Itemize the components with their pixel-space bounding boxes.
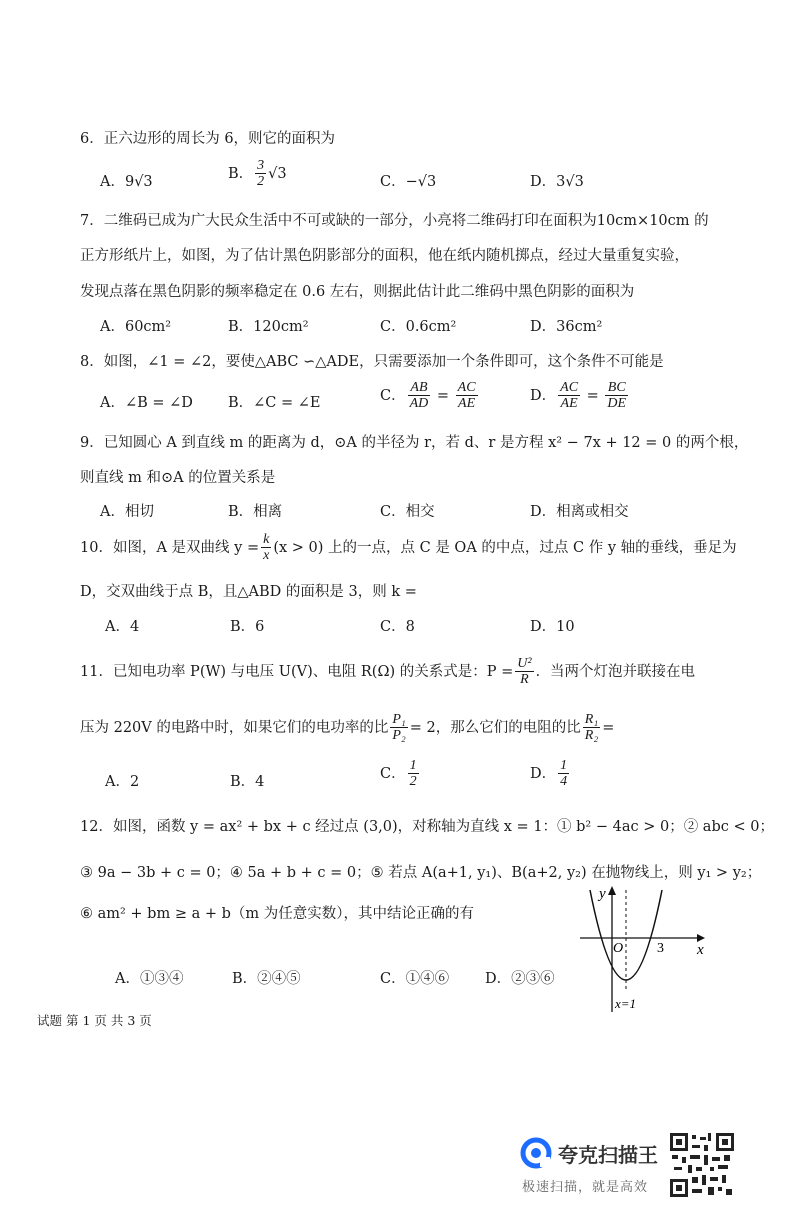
q11-option-c: C． $\frac{1}{2}$ (380, 758, 417, 790)
q12-line3: ⑥ am² + bm ≥ a + b（m 为任意实数），其中结论正确的有 (80, 906, 474, 922)
q11-option-b: B．4 (230, 774, 265, 790)
q11-line2: 压为 220V 的电路中时，如果它们的电功率的比 $\frac{\text{P₁}}{\text{P₂}}$ = 2，那么它们的电阻的比 $\frac{\text{R₁}}{\text{R₂}}$ = (80, 712, 615, 744)
y-axis-arrow (608, 886, 616, 895)
q7-line3: 发现点落在黑色阴影的频率稳定在 0.6 左右，则据此估计此二维码中黑色阴影的面积为 (80, 284, 635, 300)
q10-option-b: B．6 (230, 619, 265, 635)
qr-code-icon (670, 1133, 734, 1197)
q9-option-d: D．相离或相交 (530, 504, 629, 520)
q6-option-b-fraction: $\frac{3}{2}$ (257, 158, 265, 190)
q8-option-a: A．∠B = ∠D (100, 395, 193, 411)
q12-option-a: A．①③④ (115, 971, 184, 987)
root-label: 3 (657, 941, 664, 956)
q10-option-a: A．4 (105, 619, 140, 635)
q6-option-c: C．−√3 (380, 174, 437, 190)
q9-line1: 9．已知圆心 A 到直线 m 的距离为 d，⊙A 的半径为 r，若 d、r 是方程 x² − 7x + 12 = 0 的两个根， (80, 435, 749, 451)
q7-option-a: A．60cm² (100, 319, 172, 335)
parabola-graph (575, 880, 710, 1015)
q7-line2: 正方形纸片上，如图，为了估计黑色阴影部分的面积，他在纸内随机掷点，经过大量重复实验， (80, 248, 689, 264)
q6-option-d: D．3√3 (530, 174, 584, 190)
q9-option-c: C．相交 (380, 504, 435, 520)
q8-stem: 8．如图，∠1 = ∠2，要使△ABC ∽△ADE，只需要添加一个条件即可，这个条件不可能是 (80, 354, 664, 370)
origin-label: O (613, 941, 624, 956)
q11-option-d: D． $\frac{1}{4}$ (530, 758, 568, 790)
q10-option-d: D．10 (530, 619, 575, 635)
scanner-brand: 夸克扫描王 (558, 1143, 658, 1167)
q10-line1: 10．如图，A 是双曲线 y = $\frac{k}{x}$ (x > 0) 上的一点，点 C 是 OA 的中点，过点 C 作 y 轴的垂线，垂足为 (80, 532, 737, 564)
q9-line2: 则直线 m 和⊙A 的位置关系是 (80, 470, 276, 486)
y-axis-label: y (599, 886, 606, 902)
q10-line2: D，交双曲线于点 B，且△ABD 的面积是 3，则 k = (80, 584, 417, 600)
x-axis-label: x (697, 942, 704, 958)
q11-option-a: A．2 (105, 774, 140, 790)
q7-line1: 7．二维码已成为广大民众生活中不可或缺的一部分，小亮将二维码打印在面积为10cm×10cm 的 (80, 213, 709, 229)
q9-option-b: B．相离 (228, 504, 283, 520)
page-footer: 试题 第 1 页 共 3 页 (37, 1013, 152, 1028)
q7-option-c: C．0.6cm² (380, 319, 457, 335)
scanner-slogan: 极速扫描，就是高效 (522, 1180, 649, 1195)
q12-line2: ③ 9a − 3b + c = 0；④ 5a + b + c = 0；⑤ 若点 A(a+1, y₁)、B(a+2, y₂) 在抛物线上，则 y₁ > y₂； (80, 865, 762, 881)
q10-option-c: C．8 (380, 619, 415, 635)
q12-line1: 12．如图，函数 y = ax² + bx + c 经过点 (3,0)，对称轴为直线 x = 1：① b² − 4ac > 0；② abc < 0； (80, 819, 774, 835)
q12-option-d: D．②③⑥ (485, 971, 555, 987)
q7-option-d: D．36cm² (530, 319, 603, 335)
q8-option-d: D． $\frac{AC}{AE}$ = $\frac{BC}{DE}$ (530, 380, 627, 412)
q11-line1: 11．已知电功率 P(W) 与电压 U(V)、电阻 R(Ω) 的关系式是：P = $\frac{\text{U²}}{R}$ ．当两个灯泡并联接在电 (80, 656, 696, 688)
q6-option-b-label: B． (228, 165, 254, 182)
x-axis-arrow (697, 934, 705, 942)
q8-option-c: C． $\frac{AB}{AD}$ = $\frac{AC}{AE}$ (380, 380, 476, 412)
q12-option-c: C．①④⑥ (380, 971, 450, 987)
scanner-logo-icon (520, 1137, 552, 1173)
q6-option-b: B． $\frac{3}{2}$ √3 (228, 158, 287, 190)
q12-option-b: B．②④⑤ (232, 971, 301, 987)
q9-option-a: A．相切 (100, 504, 154, 520)
q6-option-a: A．9√3 (100, 174, 153, 190)
q6-stem: 6．正六边形的周长为 6，则它的面积为 (80, 131, 336, 147)
symmetry-axis-label: x=1 (615, 996, 637, 1011)
q7-option-b: B．120cm² (228, 319, 309, 335)
q8-option-b: B．∠C = ∠E (228, 395, 321, 411)
